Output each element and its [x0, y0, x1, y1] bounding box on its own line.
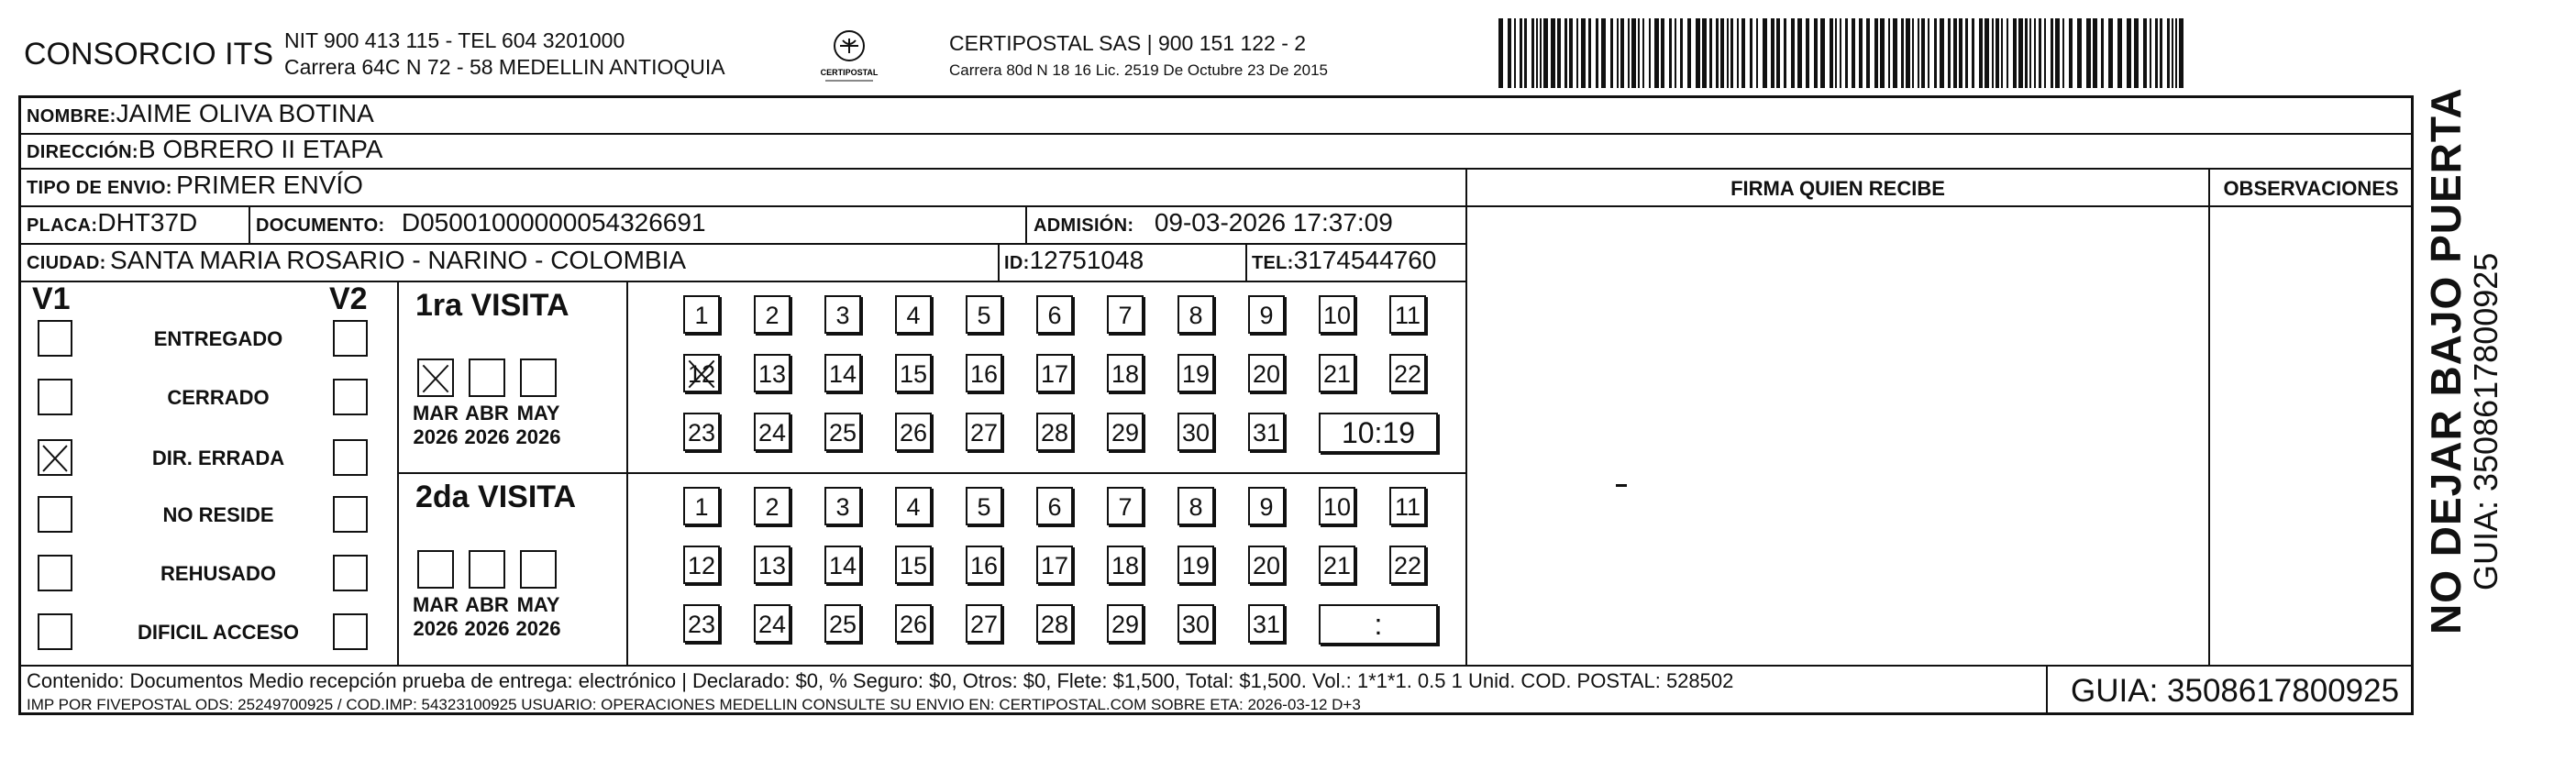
barcode-bar: [1716, 18, 1719, 88]
day-box[interactable]: 12: [683, 546, 720, 584]
barcode-bar: [2101, 18, 2104, 88]
certipostal-logo: [816, 26, 882, 90]
day-box[interactable]: 23: [683, 413, 720, 451]
month-label: MAR 2026: [412, 593, 459, 640]
barcode-bar: [1901, 18, 1904, 88]
footer-contenido: Contenido: Documentos Medio recepción prueba de entrega: electrónico | Declarado: $0, % Seguro: $0, Otros: $0, Flete: $1,500, Total: $1,500. Vol.: 1*1*1. 0.5 1 Unid. COD. POSTAL: 528502: [27, 669, 1734, 692]
barcode-bar: [1965, 18, 1968, 88]
barcode-bar: [1524, 18, 1527, 88]
nombre-value: JAIME OLIVA BOTINA: [116, 99, 374, 127]
day-box[interactable]: 4: [895, 295, 932, 334]
barcode-bar: [2155, 18, 2158, 88]
day-box[interactable]: 7: [1107, 295, 1144, 334]
day-box[interactable]: 25: [824, 413, 861, 451]
company-info: [284, 28, 725, 81]
barcode-bar: [1859, 18, 1863, 88]
day-box[interactable]: 31: [1248, 413, 1285, 451]
nombre-row: [27, 99, 374, 128]
barcode-bar: [2025, 18, 2028, 88]
barcode-bar: [1750, 18, 1752, 88]
barcode-bar: [2150, 18, 2151, 88]
barcode-bar: [1784, 18, 1786, 88]
day-box[interactable]: 7: [1107, 487, 1144, 525]
barcode-bar: [1741, 18, 1745, 88]
documento-label: DOCUMENTO:: [256, 215, 385, 236]
day-box[interactable]: 2: [754, 487, 790, 525]
placa-cell: [27, 208, 197, 237]
barcode-bar: [1888, 18, 1890, 88]
nombre-label: NOMBRE:: [27, 106, 116, 127]
barcode-bar: [1737, 18, 1739, 88]
barcode-bar: [1596, 18, 1598, 88]
day-box[interactable]: 8: [1177, 295, 1214, 334]
day-box[interactable]: 10: [1319, 295, 1355, 334]
status-label: ENTREGADO: [153, 327, 283, 350]
ciudad-label: CIUDAD:: [27, 253, 106, 273]
documento-value: D05001000000054326691: [401, 208, 706, 237]
barcode-bar: [2062, 18, 2064, 88]
barcode-bar: [2007, 18, 2008, 88]
signature-mark: [1616, 484, 1627, 487]
day-box[interactable]: 15: [895, 354, 932, 392]
barcode-bar: [1820, 18, 1825, 88]
barcode-bar: [1720, 18, 1724, 88]
month-label: MAR 2026: [412, 402, 459, 448]
company-address: Carrera 64C N 72 - 58 MEDELLIN ANTIOQUIA: [284, 55, 725, 79]
barcode-bar: [1948, 18, 1951, 88]
barcode-bar: [1835, 18, 1837, 88]
barcode-bar: [1709, 18, 1712, 88]
barcode-bar: [1880, 18, 1885, 88]
day-box[interactable]: 21: [1319, 354, 1355, 392]
tel-cell: [1252, 246, 1436, 275]
day-box[interactable]: 6: [1036, 487, 1073, 525]
day-box[interactable]: 13: [754, 546, 790, 584]
day-box[interactable]: 31: [1248, 604, 1285, 643]
month-checkbox[interactable]: [469, 358, 505, 397]
barcode-bar: [1564, 18, 1567, 88]
barcode-bar: [2051, 18, 2053, 88]
barcode-bar: [1771, 18, 1774, 88]
tipo-value: PRIMER ENVÍO: [176, 171, 363, 199]
barcode-bar: [1918, 18, 1919, 88]
v1-checkbox[interactable]: [38, 320, 72, 357]
barcode-bar: [1576, 18, 1578, 88]
barcode-bar: [2134, 18, 2139, 88]
day-box[interactable]: 20: [1248, 354, 1285, 392]
barcode: [1498, 18, 2186, 88]
direccion-value: B OBRERO II ETAPA: [138, 135, 383, 163]
barcode-bar: [2039, 18, 2041, 88]
v2-checkbox[interactable]: [333, 379, 368, 415]
barcode-bar: [2167, 18, 2170, 88]
day-box[interactable]: 21: [1319, 546, 1355, 584]
day-box[interactable]: 23: [683, 604, 720, 643]
barcode-bar: [1536, 18, 1538, 88]
barcode-bar: [1498, 18, 1503, 88]
month-checkbox[interactable]: [417, 358, 454, 397]
day-box[interactable]: 27: [966, 413, 1002, 451]
barcode-bar: [2117, 18, 2122, 88]
month-checkbox[interactable]: [417, 550, 454, 589]
barcode-bar: [1921, 18, 1925, 88]
day-box[interactable]: 3: [824, 295, 861, 334]
admision-value: 09-03-2026 17:37:09: [1154, 208, 1393, 237]
day-box[interactable]: 11: [1389, 487, 1426, 525]
footer-imp: IMP POR FIVEPOSTAL ODS: 25249700925 / COD.IMP: 54323100925 USUARIO: OPERACIONES MEDELLIN CONSULTE SU ENVIO EN: CERTIPOSTAL.COM SOBRE ETA: 2026-03-12 D+3: [27, 696, 1361, 713]
barcode-bar: [1985, 18, 1989, 88]
day-box[interactable]: 1: [683, 295, 720, 334]
day-box[interactable]: 26: [895, 604, 932, 643]
barcode-bar: [1617, 18, 1619, 88]
tel-label: TEL:: [1252, 253, 1294, 273]
barcode-bar: [1776, 18, 1780, 88]
v2-checkbox[interactable]: [333, 496, 368, 533]
barcode-bar: [1557, 18, 1561, 88]
barcode-bar: [1540, 18, 1542, 88]
placa-label: PLACA:: [27, 215, 98, 236]
barcode-bar: [2175, 18, 2177, 88]
day-box[interactable]: 18: [1107, 546, 1144, 584]
documento-cell: [256, 208, 706, 237]
barcode-bar: [1730, 18, 1733, 88]
day-box[interactable]: 11: [1389, 295, 1426, 334]
tipo-label: TIPO DE ENVIO:: [27, 178, 172, 198]
barcode-bar: [2143, 18, 2147, 88]
day-box[interactable]: 19: [1177, 546, 1214, 584]
day-box[interactable]: 17: [1036, 354, 1073, 392]
barcode-bar: [1928, 18, 1929, 88]
day-box[interactable]: 27: [966, 604, 1002, 643]
day-box[interactable]: 18: [1107, 354, 1144, 392]
day-box[interactable]: 30: [1177, 413, 1214, 451]
day-box[interactable]: 22: [1389, 546, 1426, 584]
day-box[interactable]: 9: [1248, 295, 1285, 334]
barcode-bar: [1531, 18, 1534, 88]
barcode-bar: [1874, 18, 1878, 88]
day-box[interactable]: 15: [895, 546, 932, 584]
barcode-bar: [1893, 18, 1897, 88]
status-label: CERRADO: [167, 386, 270, 409]
placa-value: DHT37D: [97, 208, 198, 237]
barcode-bar: [1791, 18, 1795, 88]
barcode-bar: [2029, 18, 2031, 88]
direccion-row: [27, 135, 382, 164]
side-notice: [2421, 87, 2505, 634]
barcode-bar: [1845, 18, 1848, 88]
day-box[interactable]: 5: [966, 295, 1002, 334]
month-label: ABR 2026: [464, 402, 510, 448]
barcode-bar: [1696, 18, 1700, 88]
day-box[interactable]: 28: [1036, 413, 1073, 451]
barcode-bar: [1569, 18, 1573, 88]
firma-header: FIRMA QUIEN RECIBE: [1730, 177, 1945, 200]
v2-checkbox[interactable]: [333, 613, 368, 650]
barcode-bar: [1940, 18, 1944, 88]
day-box[interactable]: 14: [824, 546, 861, 584]
barcode-bar: [1912, 18, 1914, 88]
month-checkbox[interactable]: [520, 358, 557, 397]
barcode-bar: [1628, 18, 1630, 88]
day-box[interactable]: 3: [824, 487, 861, 525]
barcode-bar: [1654, 18, 1659, 88]
v1-checkbox[interactable]: [38, 613, 72, 650]
barcode-bar: [2069, 18, 2073, 88]
barcode-bar: [1610, 18, 1613, 88]
id-cell: [1004, 246, 1144, 275]
barcode-bar: [2001, 18, 2003, 88]
day-box[interactable]: 24: [754, 604, 790, 643]
barcode-bar: [1620, 18, 1624, 88]
footer-guia: GUIA: 3508617800925: [2071, 673, 2400, 709]
company-nit: NIT 900 413 115 - TEL 604 3201000: [284, 28, 625, 52]
day-box[interactable]: 13: [754, 354, 790, 392]
status-label: REHUSADO: [160, 562, 276, 585]
barcode-bar: [2172, 18, 2173, 88]
barcode-bar: [1979, 18, 1983, 88]
tipo-row: [27, 171, 363, 200]
month-checkbox[interactable]: [469, 550, 505, 589]
v2-header: V2: [329, 281, 368, 316]
barcode-bar: [1906, 18, 1910, 88]
barcode-bar: [1669, 18, 1672, 88]
barcode-bar: [1992, 18, 1994, 88]
barcode-bar: [1649, 18, 1651, 88]
v1-checkbox[interactable]: [38, 555, 72, 591]
barcode-bar: [1996, 18, 1999, 88]
day-box[interactable]: 16: [966, 354, 1002, 392]
time-box[interactable]: :: [1319, 604, 1438, 645]
barcode-bar: [1959, 18, 1962, 88]
day-box[interactable]: 28: [1036, 604, 1073, 643]
barcode-bar: [2093, 18, 2097, 88]
barcode-bar: [1551, 18, 1555, 88]
status-label: NO RESIDE: [162, 503, 274, 526]
side-warning: NO DEJAR BAJO PUERTA: [2422, 87, 2470, 634]
day-box[interactable]: 9: [1248, 487, 1285, 525]
admision-cell: [1034, 208, 1393, 237]
month-label: MAY 2026: [515, 593, 561, 640]
ciudad-cell: [27, 246, 686, 275]
visit-title: 1ra VISITA: [415, 288, 569, 323]
logo-text: CERTIPOSTAL: [820, 68, 879, 77]
id-value: 12751048: [1029, 246, 1144, 274]
barcode-bar: [1588, 18, 1591, 88]
day-box[interactable]: 12: [683, 354, 720, 392]
barcode-bar: [2077, 18, 2082, 88]
barcode-bar: [2055, 18, 2060, 88]
barcode-bar: [1601, 18, 1606, 88]
barcode-bar: [1852, 18, 1855, 88]
barcode-bar: [1953, 18, 1957, 88]
status-label: DIFICIL ACCESO: [137, 621, 299, 644]
barcode-bar: [1830, 18, 1833, 88]
id-label: ID:: [1004, 253, 1030, 273]
barcode-bar: [1638, 18, 1640, 88]
company-name: CONSORCIO ITS: [24, 37, 274, 72]
v2-checkbox[interactable]: [333, 320, 368, 357]
day-box[interactable]: 6: [1036, 295, 1073, 334]
barcode-bar: [1675, 18, 1676, 88]
barcode-bar: [1934, 18, 1937, 88]
v2-checkbox[interactable]: [333, 555, 368, 591]
ciudad-value: SANTA MARIA ROSARIO - NARINO - COLOMBIA: [110, 246, 687, 274]
barcode-bar: [1814, 18, 1818, 88]
barcode-bar: [1661, 18, 1664, 88]
barcode-bar: [1687, 18, 1691, 88]
barcode-bar: [1797, 18, 1802, 88]
courier-info: [949, 29, 1328, 84]
barcode-bar: [1631, 18, 1636, 88]
month-label: ABR 2026: [464, 593, 510, 640]
observaciones-header: OBSERVACIONES: [2223, 177, 2399, 200]
day-box[interactable]: 2: [754, 295, 790, 334]
month-checkbox[interactable]: [520, 550, 557, 589]
side-guia: GUIA: 3508617800925: [2467, 252, 2504, 590]
day-box[interactable]: 10: [1319, 487, 1355, 525]
barcode-bar: [1756, 18, 1758, 88]
barcode-bar: [2108, 18, 2113, 88]
shipping-form: [18, 95, 2414, 715]
barcode-bar: [1840, 18, 1841, 88]
admision-label: ADMISIÓN:: [1034, 215, 1134, 236]
time-box[interactable]: 10:19: [1319, 413, 1438, 453]
day-box[interactable]: 4: [895, 487, 932, 525]
barcode-bar: [1866, 18, 1870, 88]
barcode-bar: [2013, 18, 2017, 88]
barcode-bar: [1642, 18, 1644, 88]
barcode-bar: [1520, 18, 1522, 88]
day-box[interactable]: 25: [824, 604, 861, 643]
courier-address: Carrera 80d N 18 16 Lic. 2519 De Octubre 23 De 2015: [949, 61, 1328, 79]
barcode-bar: [1763, 18, 1767, 88]
month-label: MAY 2026: [515, 402, 561, 448]
barcode-bar: [1514, 18, 1516, 88]
barcode-bar: [1727, 18, 1729, 88]
barcode-bar: [1581, 18, 1586, 88]
v1-checkbox[interactable]: [38, 379, 72, 415]
v1-header: V1: [32, 281, 71, 316]
barcode-bar: [1508, 18, 1511, 88]
barcode-bar: [1806, 18, 1809, 88]
day-box[interactable]: 17: [1036, 546, 1073, 584]
day-box[interactable]: 22: [1389, 354, 1426, 392]
barcode-bar: [2127, 18, 2131, 88]
day-box[interactable]: 16: [966, 546, 1002, 584]
barcode-bar: [2179, 18, 2184, 88]
courier-name: CERTIPOSTAL SAS | 900 151 122 - 2: [949, 31, 1307, 55]
barcode-bar: [2034, 18, 2036, 88]
day-box[interactable]: 29: [1107, 413, 1144, 451]
barcode-bar: [1702, 18, 1707, 88]
day-box[interactable]: 29: [1107, 604, 1144, 643]
barcode-bar: [1680, 18, 1683, 88]
barcode-bar: [2086, 18, 2091, 88]
day-box[interactable]: 1: [683, 487, 720, 525]
day-box[interactable]: 14: [824, 354, 861, 392]
day-box[interactable]: 24: [754, 413, 790, 451]
day-box[interactable]: 8: [1177, 487, 1214, 525]
day-box[interactable]: 30: [1177, 604, 1214, 643]
visit-title: 2da VISITA: [415, 480, 577, 514]
barcode-bar: [1972, 18, 1974, 88]
day-box[interactable]: 19: [1177, 354, 1214, 392]
barcode-bar: [2018, 18, 2023, 88]
day-box[interactable]: 20: [1248, 546, 1285, 584]
tel-value: 3174544760: [1293, 246, 1437, 274]
barcode-bar: [2044, 18, 2046, 88]
v2-checkbox[interactable]: [333, 439, 368, 476]
status-label: DIR. ERRADA: [151, 447, 285, 469]
v1-checkbox[interactable]: [38, 439, 72, 476]
day-box[interactable]: 26: [895, 413, 932, 451]
barcode-bar: [2160, 18, 2162, 88]
direccion-label: DIRECCIÓN:: [27, 142, 138, 162]
v1-checkbox[interactable]: [38, 496, 72, 533]
day-box[interactable]: 5: [966, 487, 1002, 525]
barcode-bar: [1543, 18, 1548, 88]
